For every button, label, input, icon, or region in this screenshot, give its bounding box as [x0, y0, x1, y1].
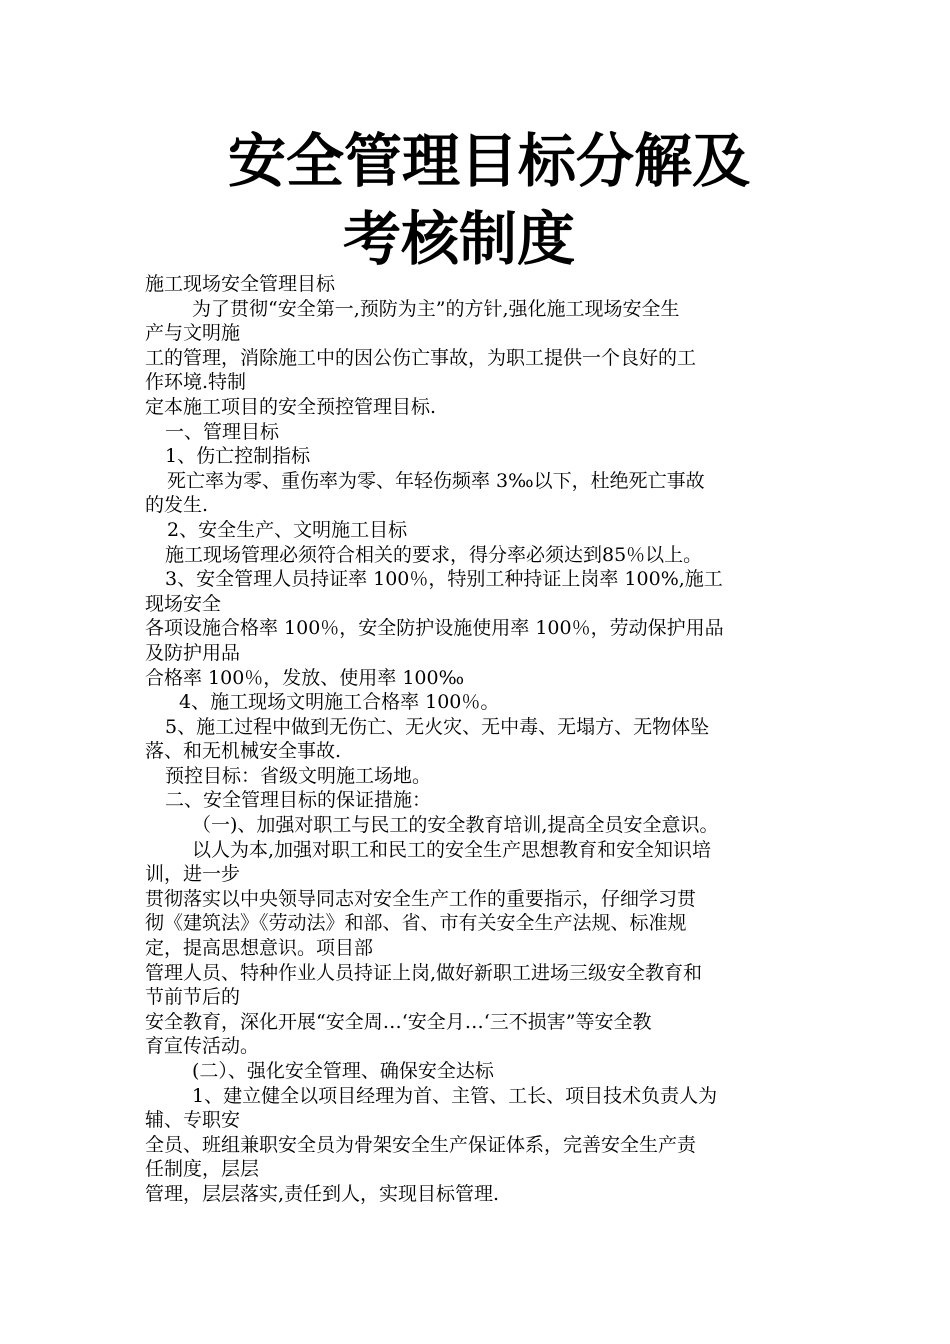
body-text-line: 2、安全生产、文明施工目标: [167, 518, 408, 541]
body-text-line: 3、安全管理人员持证率 100％，特别工种持证上岗率 100%,施工: [165, 568, 723, 591]
body-text-line: 定，提高思想意识。项目部: [145, 937, 374, 960]
body-text-line: 一、管理目标: [165, 420, 280, 443]
body-text-line: （一)、加强对职工与民工的安全教育培训,提高全员安全意识。: [192, 814, 719, 837]
body-text-line: 全员、班组兼职安全员为骨架安全生产保证体系，完善安全生产责: [145, 1133, 697, 1156]
body-text-line: 现场安全: [145, 592, 222, 615]
body-text-line: 产与文明施: [145, 322, 241, 345]
body-text-line: 死亡率为零、重伤率为零、年轻伤频率 3‰以下，杜绝死亡事故: [167, 469, 705, 492]
body-text-line: 辅、专职安: [145, 1109, 241, 1132]
body-text-line: 训，进一步: [145, 863, 241, 886]
body-text-line: 育宣传活动。: [145, 1035, 260, 1058]
body-text-line: 施工现场管理必须符合相关的要求，得分率必须达到85％以上。: [165, 543, 703, 566]
body-text-line: 定本施工项目的安全预控管理目标.: [145, 395, 437, 418]
body-text-line: 1、伤亡控制指标: [165, 445, 311, 468]
body-text-line: 各项设施合格率 100％，安全防护设施使用率 100％，劳动保护用品: [145, 617, 724, 640]
body-text-line: 贯彻落实以中央领导同志对安全生产工作的重要指示，仔细学习贯: [145, 887, 697, 910]
body-text-line: 落、和无机械安全事故.: [145, 740, 342, 763]
body-text-line: 以人为本,加强对职工和民工的安全生产思想教育和安全知识培: [192, 838, 712, 861]
body-text-line: 施工现场安全管理目标: [145, 273, 336, 295]
body-text-line: 节前节后的: [145, 986, 241, 1009]
body-text-line: 管理人员、特种作业人员持证上岗,做好新职工进场三级安全教育和: [145, 961, 703, 984]
body-text-line: 为了贯彻“安全第一,预防为主”的方针,强化施工现场安全生: [192, 297, 680, 320]
body-text-line: 1、建立健全以项目经理为首、主管、工长、项目技术负责人为: [192, 1084, 718, 1107]
body-text-line: 的发生.: [145, 494, 209, 517]
body-text-line: 彻《建筑法》《劳动法》和部、省、市有关安全生产法规、标准规: [145, 912, 687, 935]
body-text-line: 预控目标：省级文明施工场地。: [165, 764, 432, 787]
body-text-line: 安全教育，深化开展“安全周…‘安全月…‘三不损害”等安全教: [145, 1010, 652, 1033]
body-text-line: 4、施工现场文明施工合格率 100％。: [179, 691, 500, 714]
document-body: [145, 272, 813, 1207]
body-text-line: 及防护用品: [145, 641, 241, 664]
document-title-line-2: 考核制度: [342, 205, 575, 273]
document-title-line-1: 安全管理目标分解及: [227, 127, 750, 195]
body-text-line: 任制度，层层: [145, 1158, 260, 1181]
body-text-line: (二）、强化安全管理、确保安全达标: [192, 1060, 494, 1082]
body-text-line: 二、安全管理目标的保证措施：: [165, 789, 432, 812]
body-text-line: 工的管理，消除施工中的因公伤亡事故，为职工提供一个良好的工: [145, 346, 697, 369]
body-text-line: 管理，层层落实,责任到人，实现目标管理.: [145, 1182, 500, 1205]
body-text-line: 合格率 100％，发放、使用率 100‰: [145, 666, 465, 689]
body-text-line: 5、施工过程中做到无伤亡、无火灾、无中毒、无塌方、无物体坠: [165, 715, 710, 738]
body-text-line: 作环境.特制: [145, 371, 247, 394]
